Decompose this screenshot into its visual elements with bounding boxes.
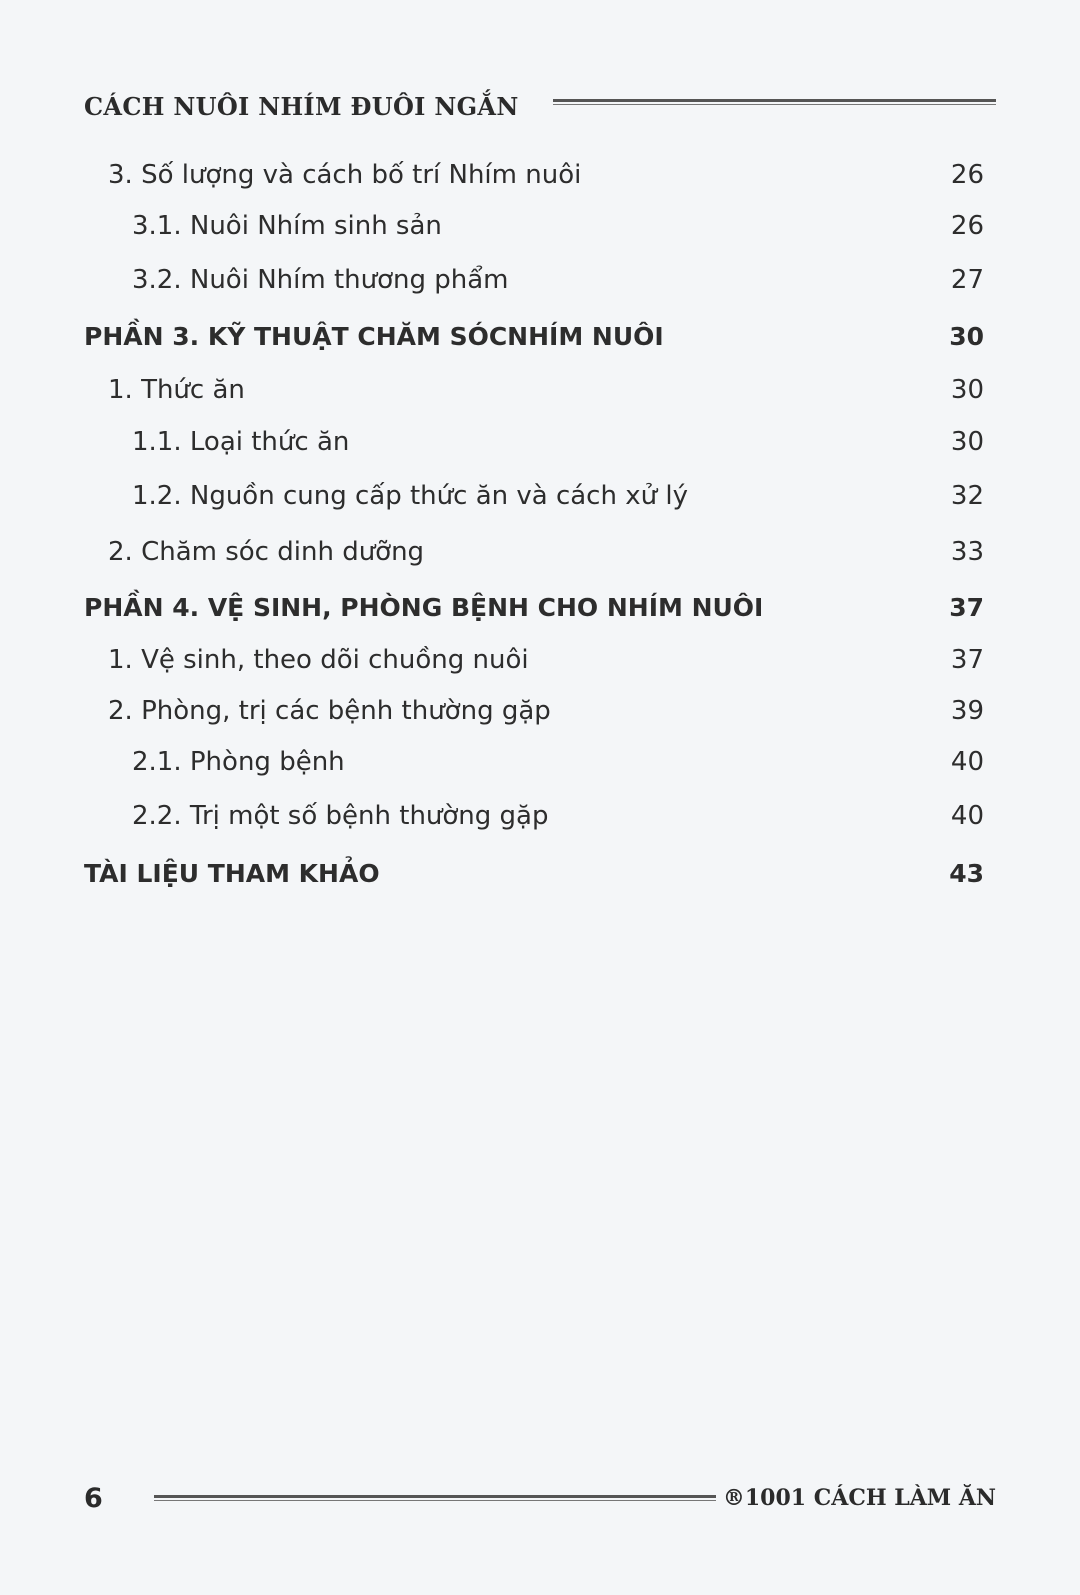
toc-entry-label: PHẦN 4. VỆ SINH, PHÒNG BỆNH CHO NHÍM NUÔI bbox=[84, 592, 764, 622]
header-rule bbox=[553, 99, 996, 105]
page-number: 6 bbox=[84, 1482, 103, 1514]
header-title: CÁCH NUÔI NHÍM ĐUÔI NGẮN bbox=[84, 91, 519, 121]
toc-entry-page: 30 bbox=[950, 427, 984, 457]
toc-entry bbox=[84, 736, 984, 788]
toc-entry-page: 30 bbox=[949, 321, 984, 351]
toc-entry-label: 2. Chăm sóc dinh dưỡng bbox=[108, 537, 425, 567]
toc-entry bbox=[84, 416, 984, 468]
toc-entry bbox=[84, 200, 984, 252]
toc-entry-page: 39 bbox=[950, 696, 984, 726]
toc-part-heading bbox=[84, 308, 984, 364]
toc-entry-label: PHẦN 3. KỸ THUẬT CHĂM SÓCNHÍM NUÔI bbox=[84, 321, 664, 351]
table-of-contents bbox=[84, 150, 984, 902]
toc-entry-label: 1.2. Nguồn cung cấp thức ăn và cách xử lý bbox=[132, 481, 688, 511]
toc-entry bbox=[84, 686, 984, 736]
toc-entry-page: 30 bbox=[950, 375, 984, 405]
toc-entry-label: 2. Phòng, trị các bệnh thường gặp bbox=[108, 696, 551, 726]
toc-entry-page: 27 bbox=[950, 265, 984, 295]
toc-entry-page: 37 bbox=[950, 645, 984, 675]
toc-entry bbox=[84, 788, 984, 844]
toc-entry-label: 1. Thức ăn bbox=[108, 375, 245, 405]
toc-entry bbox=[84, 150, 984, 200]
toc-entry-label: 3. Số lượng và cách bố trí Nhím nuôi bbox=[108, 160, 582, 190]
toc-entry-label: 2.1. Phòng bệnh bbox=[132, 747, 345, 777]
toc-entry bbox=[84, 252, 984, 308]
toc-entry-page: 40 bbox=[950, 747, 984, 777]
toc-entry bbox=[84, 468, 984, 524]
toc-entry bbox=[84, 364, 984, 416]
toc-entry-page: 37 bbox=[949, 592, 984, 622]
toc-entry-page: 26 bbox=[950, 211, 984, 241]
toc-part-heading bbox=[84, 580, 984, 634]
toc-entry-label: TÀI LIỆU THAM KHẢO bbox=[84, 858, 380, 888]
toc-entry bbox=[84, 634, 984, 686]
toc-entry-page: 26 bbox=[950, 160, 984, 190]
toc-entry-label: 1.1. Loại thức ăn bbox=[132, 427, 350, 457]
series-brand: ®1001 CÁCH LÀM ĂN bbox=[722, 1485, 996, 1511]
toc-entry bbox=[84, 524, 984, 580]
toc-entry-page: 40 bbox=[950, 801, 984, 831]
running-footer bbox=[84, 1478, 996, 1518]
toc-entry-label: 1. Vệ sinh, theo dõi chuồng nuôi bbox=[108, 645, 529, 675]
running-header bbox=[84, 86, 996, 126]
footer-rule bbox=[154, 1495, 716, 1501]
toc-entry-page: 32 bbox=[950, 481, 984, 511]
toc-entry-page: 43 bbox=[949, 858, 984, 888]
toc-entry-label: 3.1. Nuôi Nhím sinh sản bbox=[132, 211, 442, 241]
toc-part-heading bbox=[84, 844, 984, 902]
toc-entry-label: 2.2. Trị một số bệnh thường gặp bbox=[132, 801, 549, 831]
toc-entry-page: 33 bbox=[950, 537, 984, 567]
toc-entry-label: 3.2. Nuôi Nhím thương phẩm bbox=[132, 265, 509, 295]
